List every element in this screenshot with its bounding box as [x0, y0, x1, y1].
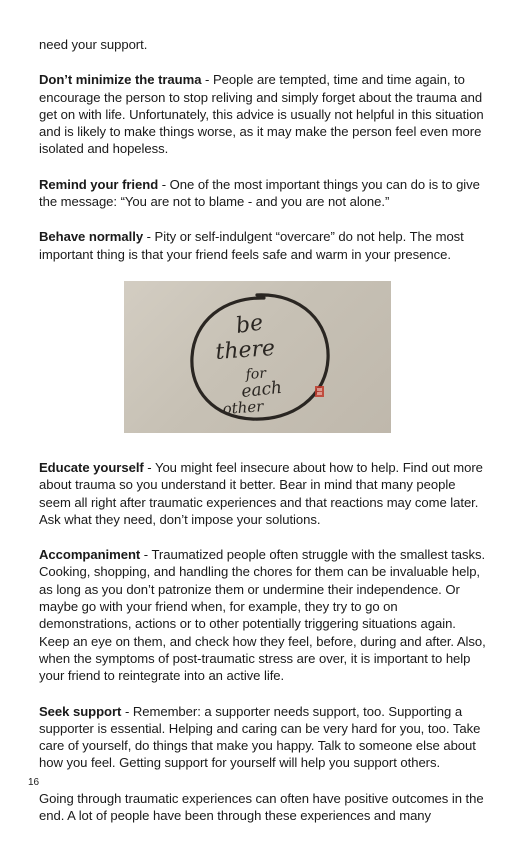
svg-text:other: other — [222, 397, 264, 418]
section-educate-yourself — [39, 459, 489, 528]
section-heading: Seek support — [39, 703, 122, 719]
section-heading: Remind your friend — [39, 176, 159, 192]
section-accompaniment — [39, 546, 489, 684]
calligraphy-text — [215, 310, 283, 418]
section-heading: Behave normally — [39, 229, 144, 245]
svg-text:each: each — [240, 377, 283, 402]
closing-paragraph: Going through traumatic experiences can often have positive outcomes in the end. A lot of people have been through these experiences and many — [39, 790, 484, 824]
section-heading: Don’t minimize the trauma — [39, 72, 202, 88]
section-body: - People are tempted, time and time again, to encourage the person to stop reliving and simply forget about the trauma and get on with life. Unfortunately, this advice is usually not helpful in this situation and is likely to make things worse, as it may make the person feel even more isolated and hopeless. — [39, 72, 484, 157]
section-body: - Pity or self-indulgent “overcare” do not help. The most important thing is that your friend feels safe and warm in your presence. — [39, 229, 464, 262]
section-body: - Traumatized people often struggle with the smallest tasks. Cooking, shopping, and handling the chores for them can be invaluable help, as long as you don’t patronize them or undermine their independence. Or maybe go with your friend when, for example, they try to go on demonstrations, actions or to other potentially triggering situations again. Keep an eye on them, and check how they feel, before, during and after. Also, when the symptoms of post-traumatic stress are over, it is important to help your friend to reintegrate into an active life. — [39, 547, 486, 684]
section-heading: Educate yourself — [39, 459, 144, 475]
section-dont-minimize — [39, 71, 489, 157]
section-remind-friend — [39, 176, 489, 211]
section-body: - Remember: a supporter needs support, too. Supporting a supporter is essential. Helping and caring can be very hard for you, too. Take care of yourself, do things that make you happy. Talk to someone else about how you feel. Getting support for yourself will help you support others. — [39, 703, 481, 771]
section-body: - You might feel insecure about how to help. Find out more about trauma so you understand it better. Bear in mind that many people seem all right after traumatic experiences and that reactions may come later. Ask what they need, don’t impose your solutions. — [39, 459, 483, 527]
svg-text:there: there — [214, 335, 276, 365]
section-behave-normally — [39, 228, 489, 263]
calligraphy-artwork — [124, 281, 391, 433]
section-seek-support — [39, 703, 489, 772]
section-heading: Accompaniment — [39, 547, 141, 563]
page-content — [39, 36, 489, 842]
page-number: 16 — [28, 777, 40, 788]
section-body: - One of the most important things you can do is to give the message: “You are not to blame - and you are not alone.” — [39, 176, 480, 210]
calligraphy-image — [124, 281, 391, 433]
intro-text: need your support. — [39, 37, 148, 52]
svg-text:be: be — [234, 310, 265, 339]
seal-stamp — [315, 386, 324, 397]
svg-text:for: for — [245, 365, 267, 383]
